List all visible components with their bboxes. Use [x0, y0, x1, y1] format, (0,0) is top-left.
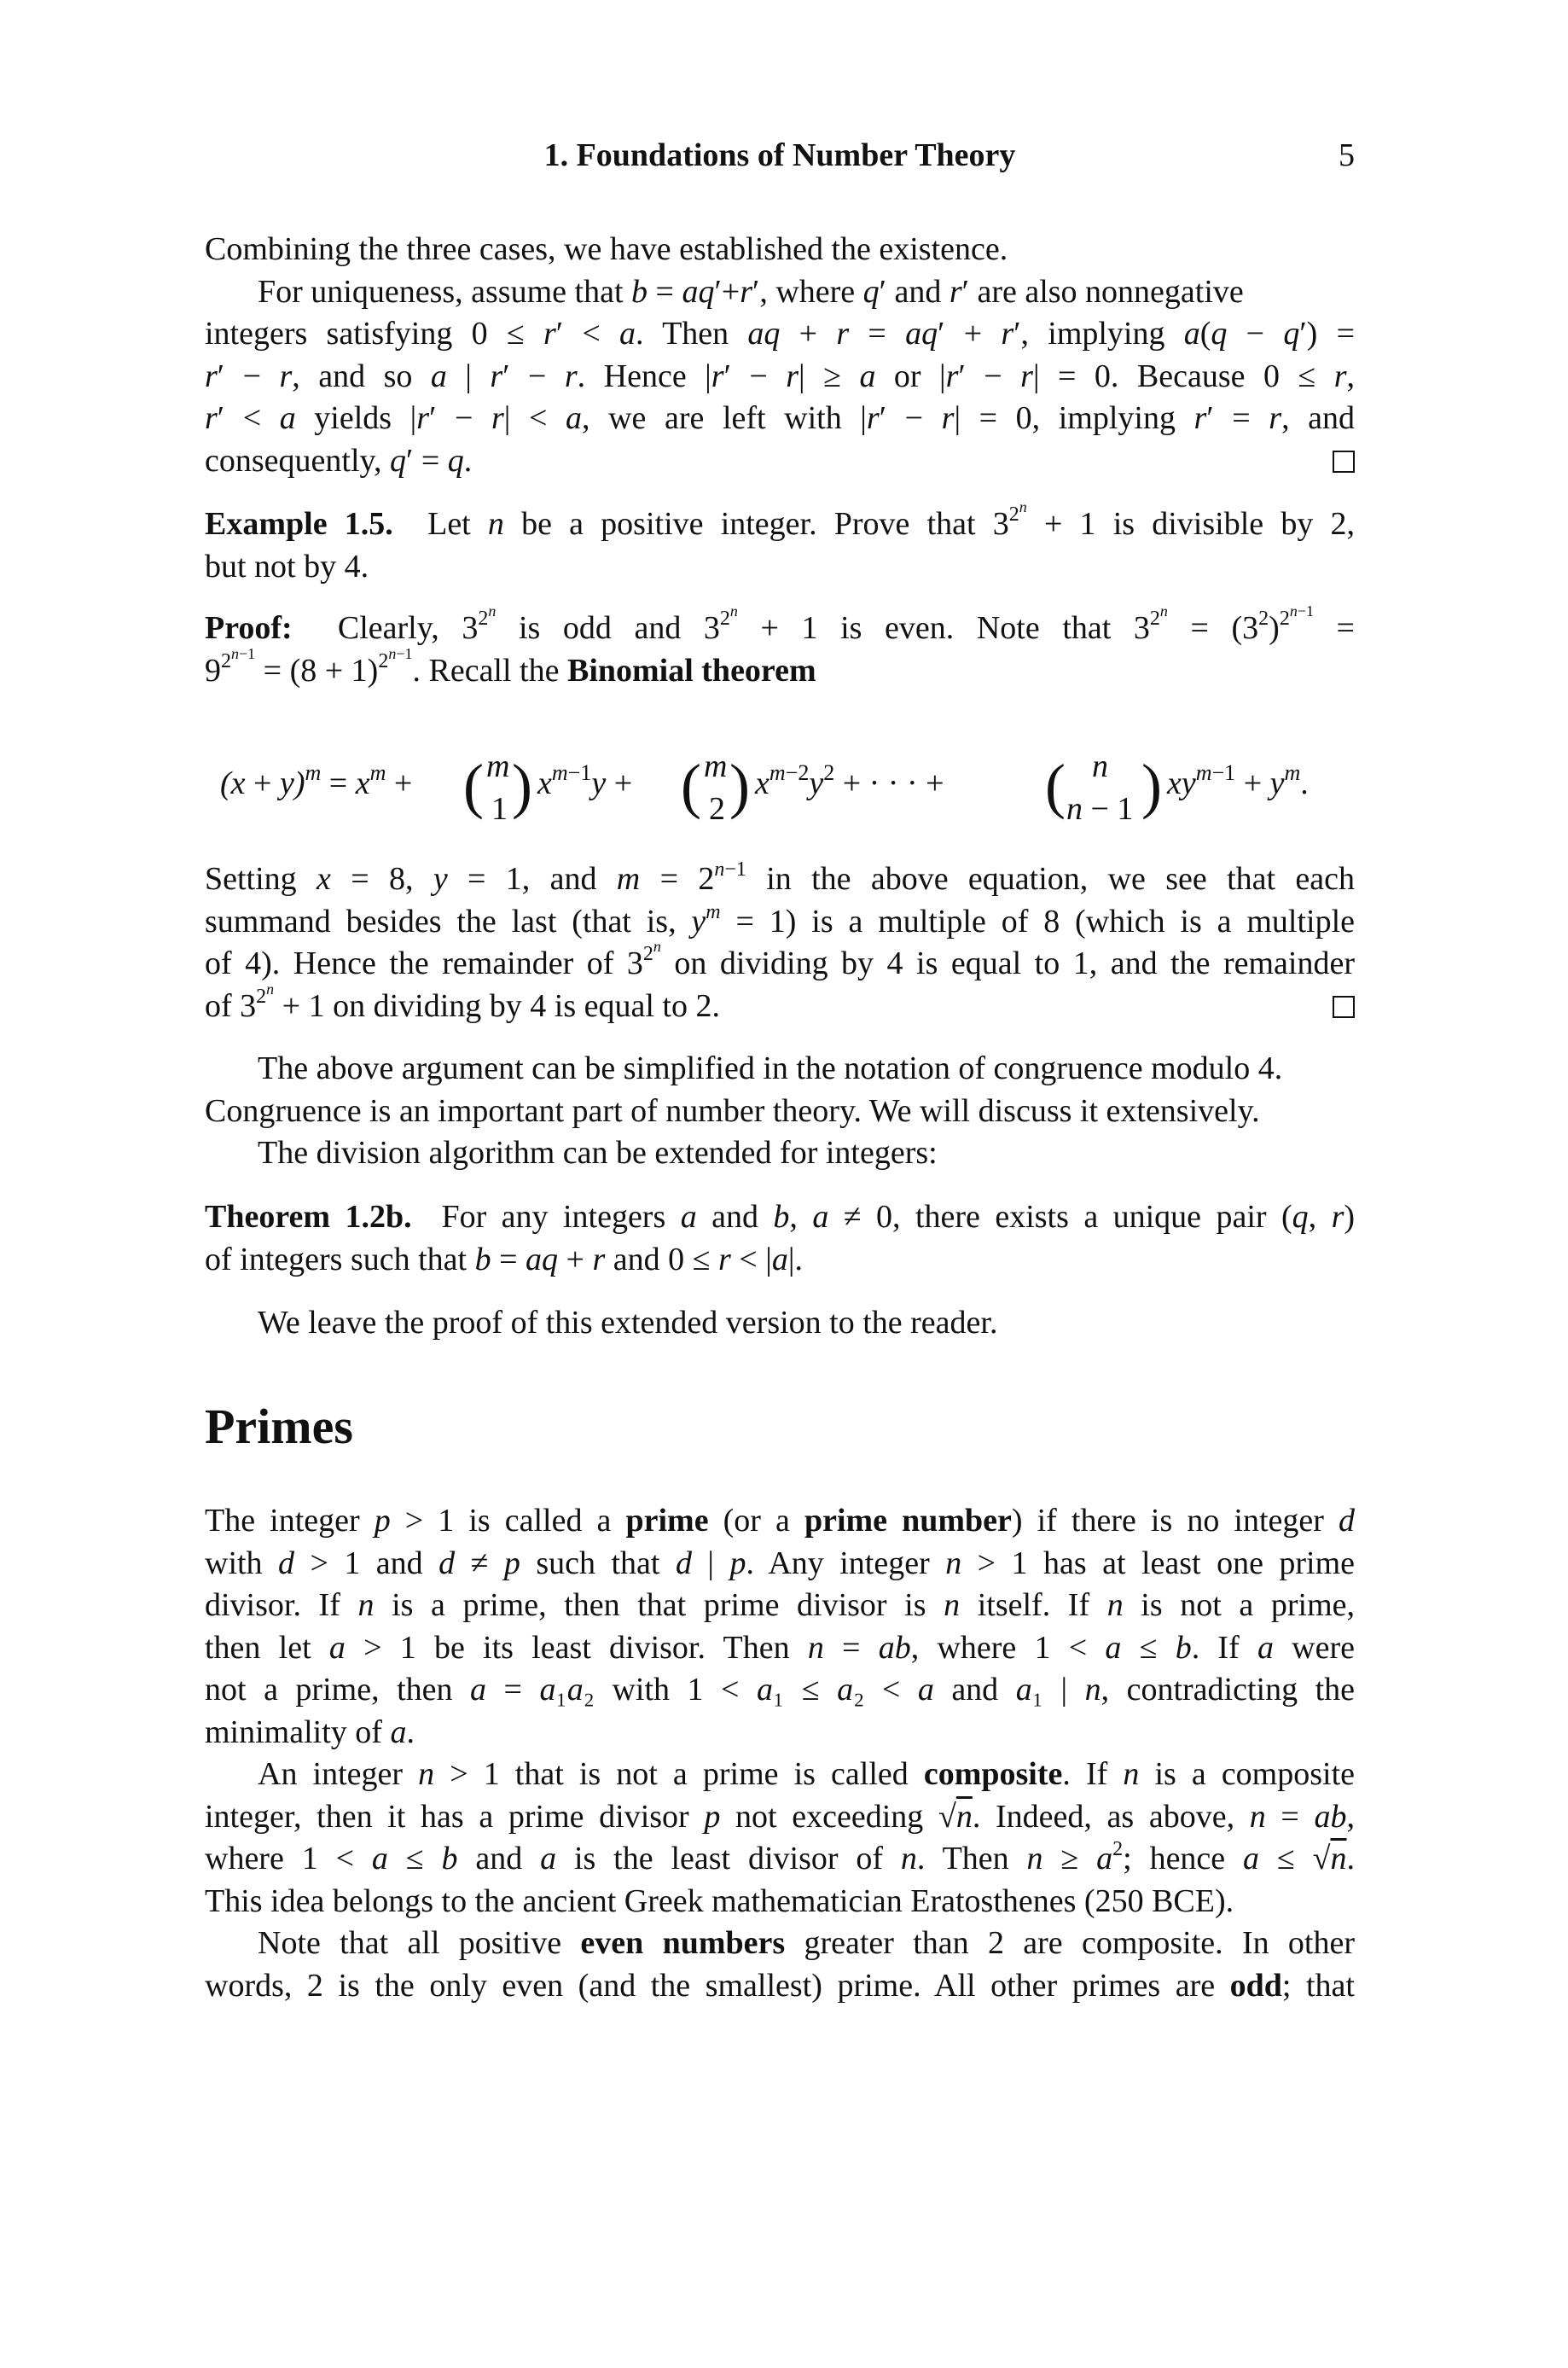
svg-text:xym−1 + ym.: $xy^{m-1} + y^m$. [1167, 760, 1309, 801]
even-line-2: words, 2 is the only even (and the smallest) prime. All other primes are odd; that [205, 1967, 1355, 2004]
composite-line-3: where 1 < a ≤ b and a is the least divisor of n. Then $n \ge a^2$; hence a ≤ √n. [205, 1838, 1355, 1876]
svg-text:n: n [1092, 748, 1108, 784]
svg-text:(: ( [463, 752, 484, 820]
setting-line-2: summand besides the last (that is, $y^m = 1$) is a multiple of 8 (which is a multiple [205, 900, 1355, 940]
leave-proof-line: We leave the proof of this extended version to the reader. [258, 1305, 998, 1341]
svg-text:xm−2y2 + · · · +: $x^{m-2}y^2$ + · · · + [755, 760, 944, 801]
primes-line-6: minimality of a. [205, 1713, 415, 1750]
argument-line-2: Congruence is an important part of number theory. We will discuss it extensively. [205, 1092, 1260, 1129]
even-line-1: Note that all positive even numbers greater than 2 are composite. In other [258, 1925, 1355, 1961]
term-prime: prime [625, 1503, 709, 1539]
existence-line: Combining the three cases, we have established the existence. [205, 231, 1008, 267]
setting-line-3: of 4). Hence the remainder of $3^{2^n}$ on dividing by 4 is equal to 1, and the remainder [205, 938, 1355, 981]
example-block [205, 498, 1355, 588]
composite-line-2: integer, then it has a prime divisor p not exceeding √n. Indeed, as above, n = ab, [205, 1798, 1356, 1835]
binomial-equation [205, 742, 1355, 836]
leave-proof-block [205, 1302, 1355, 1345]
binomial-theorem-term: Binomial theorem [566, 652, 816, 689]
proof-line-2: $9^{2^{n-1}} = (8 + 1)^{2^{n-1}}$. Recall the Binomial theorem [205, 644, 816, 689]
running-header [205, 137, 1355, 179]
term-even-numbers: even numbers [580, 1925, 786, 1961]
example-line-1: Example 1.5. Let n be a positive integer. Prove that $3^{2^n} + 1$ is divisible by 2, [205, 498, 1355, 542]
argument-line-1: The above argument can be simplified in the notation of congruence modulo 4. [258, 1050, 1283, 1086]
theorem-label: Theorem 1.2b. [205, 1199, 412, 1235]
chapter-title: 1. Foundations of Number Theory [543, 137, 1016, 173]
primes-line-1: The integer p > 1 is called a prime (or a prime number) if there is no integer d [205, 1503, 1355, 1539]
svg-text:): ) [729, 752, 750, 820]
svg-text:(: ( [681, 752, 701, 820]
composite-line-1: An integer n > 1 that is not a prime is called composite. If n is a composite [258, 1756, 1356, 1792]
proof-block [205, 602, 1355, 692]
uniqueness-block [205, 229, 1355, 482]
svg-text:): ) [512, 752, 532, 820]
theorem-line-2: of integers such that b = aq + r and 0 ≤ r < |a|. [205, 1241, 803, 1277]
primes-line-3: divisor. If n is a prime, then that prime divisor is n itself. If n is not a prime, [205, 1587, 1355, 1623]
setting-line-1: Setting x = 8, y = 1, and $m = 2^{n-1}$ in the above equation, we see that each [205, 858, 1355, 897]
primes-block [205, 1500, 1355, 2007]
primes-line-5: not a prime, then a = a₁a₂ with 1 < a₁ ≤ a₂ < a and a₁ | n, contradicting the [205, 1672, 1355, 1708]
uniqueness-line-1: For uniqueness, assume that b = aq′+r′, where q′ and r′ are also nonnegative [258, 273, 1244, 310]
argument-line-3: The division algorithm can be extended for integers: [258, 1135, 938, 1171]
primes-line-4: then let a > 1 be its least divisor. Then n = ab, where 1 < a ≤ b. If a were [205, 1629, 1356, 1666]
svg-text:m: m [704, 748, 728, 784]
term-odd: odd [1229, 1967, 1282, 2004]
svg-text:xm−1y +: $x^{m-1}y$ + [537, 760, 633, 801]
svg-text:(x + y)m = xm +: $(x + y)^m = x^m$ + [220, 760, 413, 801]
uniqueness-line-5: consequently, q′ = q. [205, 440, 1355, 483]
svg-text:n − 1: n − 1 [1066, 791, 1134, 827]
argument-block [205, 1048, 1355, 1175]
theorem-line-1: Theorem 1.2b. For any integers a and b, a ≠ 0, there exists a unique pair (q, r) [205, 1199, 1356, 1235]
section-heading: Primes [205, 1399, 353, 1454]
example-line-2: but not by 4. [205, 548, 369, 585]
setting-line-4: of $3^{2^n} + 1$ on dividing by 4 is equal to 2. [205, 986, 1355, 1028]
qed-square-icon [1333, 996, 1355, 1018]
composite-line-4: This idea belongs to the ancient Greek mathematician Eratosthenes (250 BCE). [205, 1882, 1234, 1919]
uniqueness-line-2: integers satisfying 0 ≤ r′ < a. Then aq + r = aq′ + r′, implying a(q − q′) = [205, 316, 1356, 352]
svg-text:m: m [486, 748, 510, 784]
uniqueness-line-4: r′ < a yields |r′ − r| < a, we are left with |r′ − r| = 0, implying r′ = r, and [205, 400, 1356, 436]
theorem-block [205, 1196, 1355, 1281]
setting-block [205, 858, 1355, 1027]
page-number: 5 [1339, 137, 1355, 173]
svg-text:2: 2 [709, 791, 725, 827]
example-label: Example 1.5. [205, 506, 393, 542]
svg-text:): ) [1141, 752, 1162, 820]
svg-text:1: 1 [491, 791, 508, 827]
term-prime-number: prime number [804, 1503, 1012, 1539]
term-composite: composite [923, 1756, 1063, 1792]
proof-label: Proof: [205, 610, 293, 646]
svg-text:(: ( [1045, 752, 1066, 820]
uniqueness-line-3: r′ − r, and so a | r′ − r. Hence |r′ − r| ≥ a or |r′ − r| = 0. Because 0 ≤ r, [205, 358, 1356, 394]
proof-line-1: Proof: Clearly, $3^{2^n}$ is odd and $3^{2^n} + 1$ is even. Note that $3^{2^n} = (3^2)^{2^{n-1}}$ = [205, 602, 1355, 646]
qed-square-icon [1333, 451, 1355, 473]
primes-line-2: with d > 1 and d ≠ p such that d | p. Any integer n > 1 has at least one prime [205, 1545, 1356, 1581]
